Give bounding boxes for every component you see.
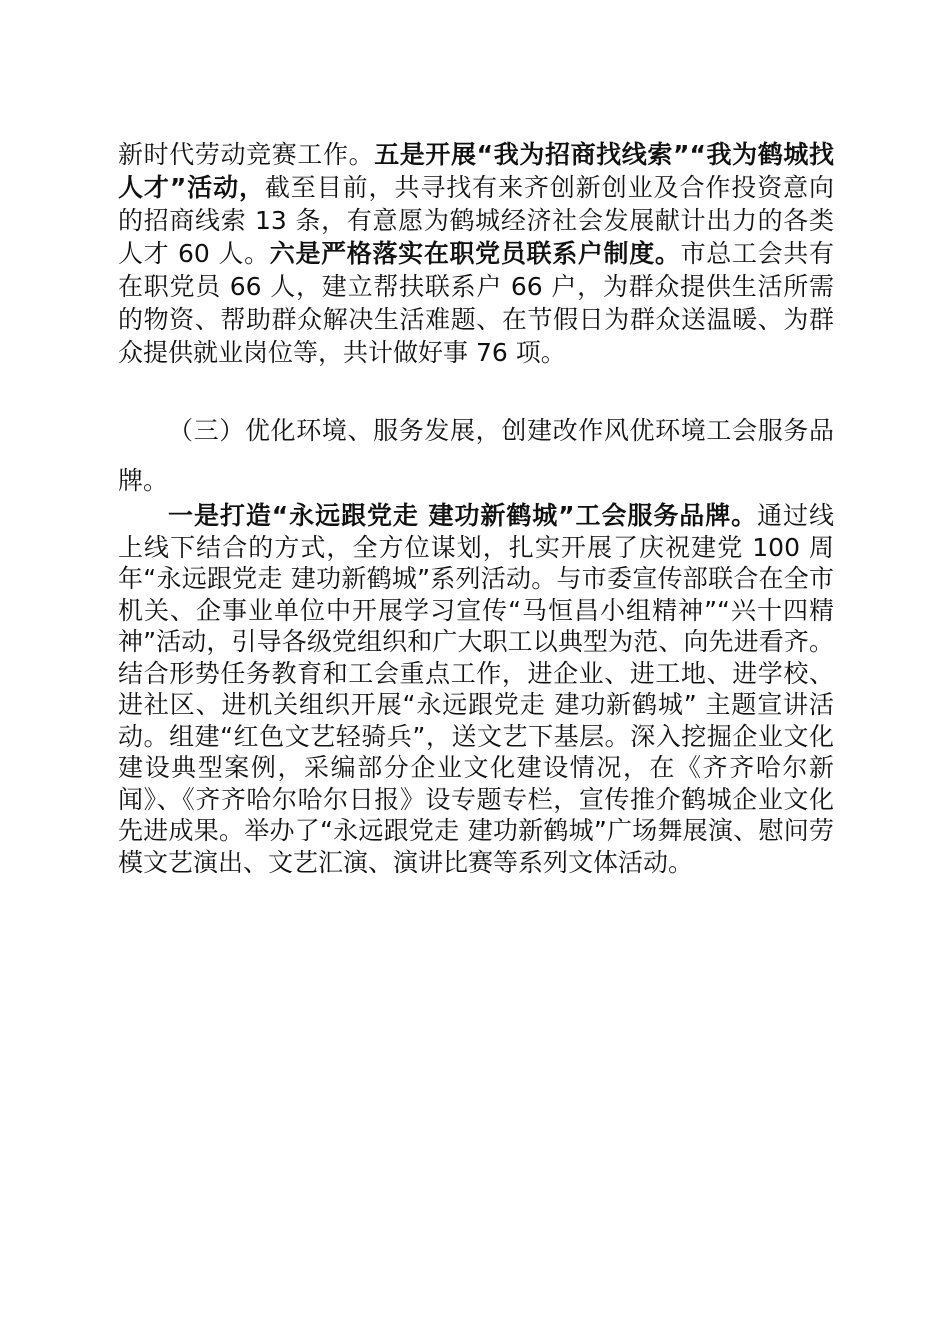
- text-segment: 截至目前，共寻找有来齐创新创业及合作投资意向的招商线索 13 条，有意愿为鹤城经济社会发展献计出力的各类人才 60 人。: [118, 173, 834, 268]
- text-segment: 新时代劳动竞赛工作。: [118, 140, 375, 169]
- text-segment: （三）优化环境、服务发展，创建改作风优环境工会服务品牌。: [118, 416, 834, 495]
- bold-text-segment: 六是严格落实在职党员联系户制度。: [269, 239, 681, 268]
- text-segment: 通过线上线下结合的方式，全方位谋划，扎实开展了庆祝建党 100 周年“永远跟党走 建功新鹤城”系列活动。与市委宣传部联合在全市机关、企事业单位中开展学习宣传“马恒昌小组精神”“兴十四精神”活动，引导各级党组织和广大职工以典型为范、向先进看齐。结合形势任务教育和工会重点工作，进企业、进工地、进学校、进社区、进机关组织开展“永远跟党走 建功新鹤城” 主题宣讲活动。组建“红色文艺轻骑兵”，送文艺下基层。深入挖掘企业文化建设典型案例，采编部分企业文化建设情况，在《齐齐哈尔新闻》、《齐齐哈尔哈尔日报》设专题专栏，宣传推介鹤城企业文化先进成果。举办了“永远跟党走 建功新鹤城”广场舞展演、慰问劳模文艺演出、文艺汇演、演讲比赛等系列文体活动。: [118, 501, 834, 877]
- bold-text-segment: 五是开展“我为招商找线索”“我为鹤城找人才”活动，: [118, 140, 834, 202]
- paragraph-1: [118, 138, 834, 369]
- paragraph-3: [118, 500, 834, 878]
- text-segment: 市总工会共有在职党员 66 人，建立帮扶联系户 66 户，为群众提供生活所需的物资、帮助群众解决生活难题、在节假日为群众送温暖、为群众提供就业岗位等，共计做好事 76 项。: [118, 239, 834, 367]
- section-heading: [118, 406, 834, 506]
- bold-text-segment: 一是打造“永远跟党走 建功新鹤城”工会服务品牌。: [168, 501, 758, 530]
